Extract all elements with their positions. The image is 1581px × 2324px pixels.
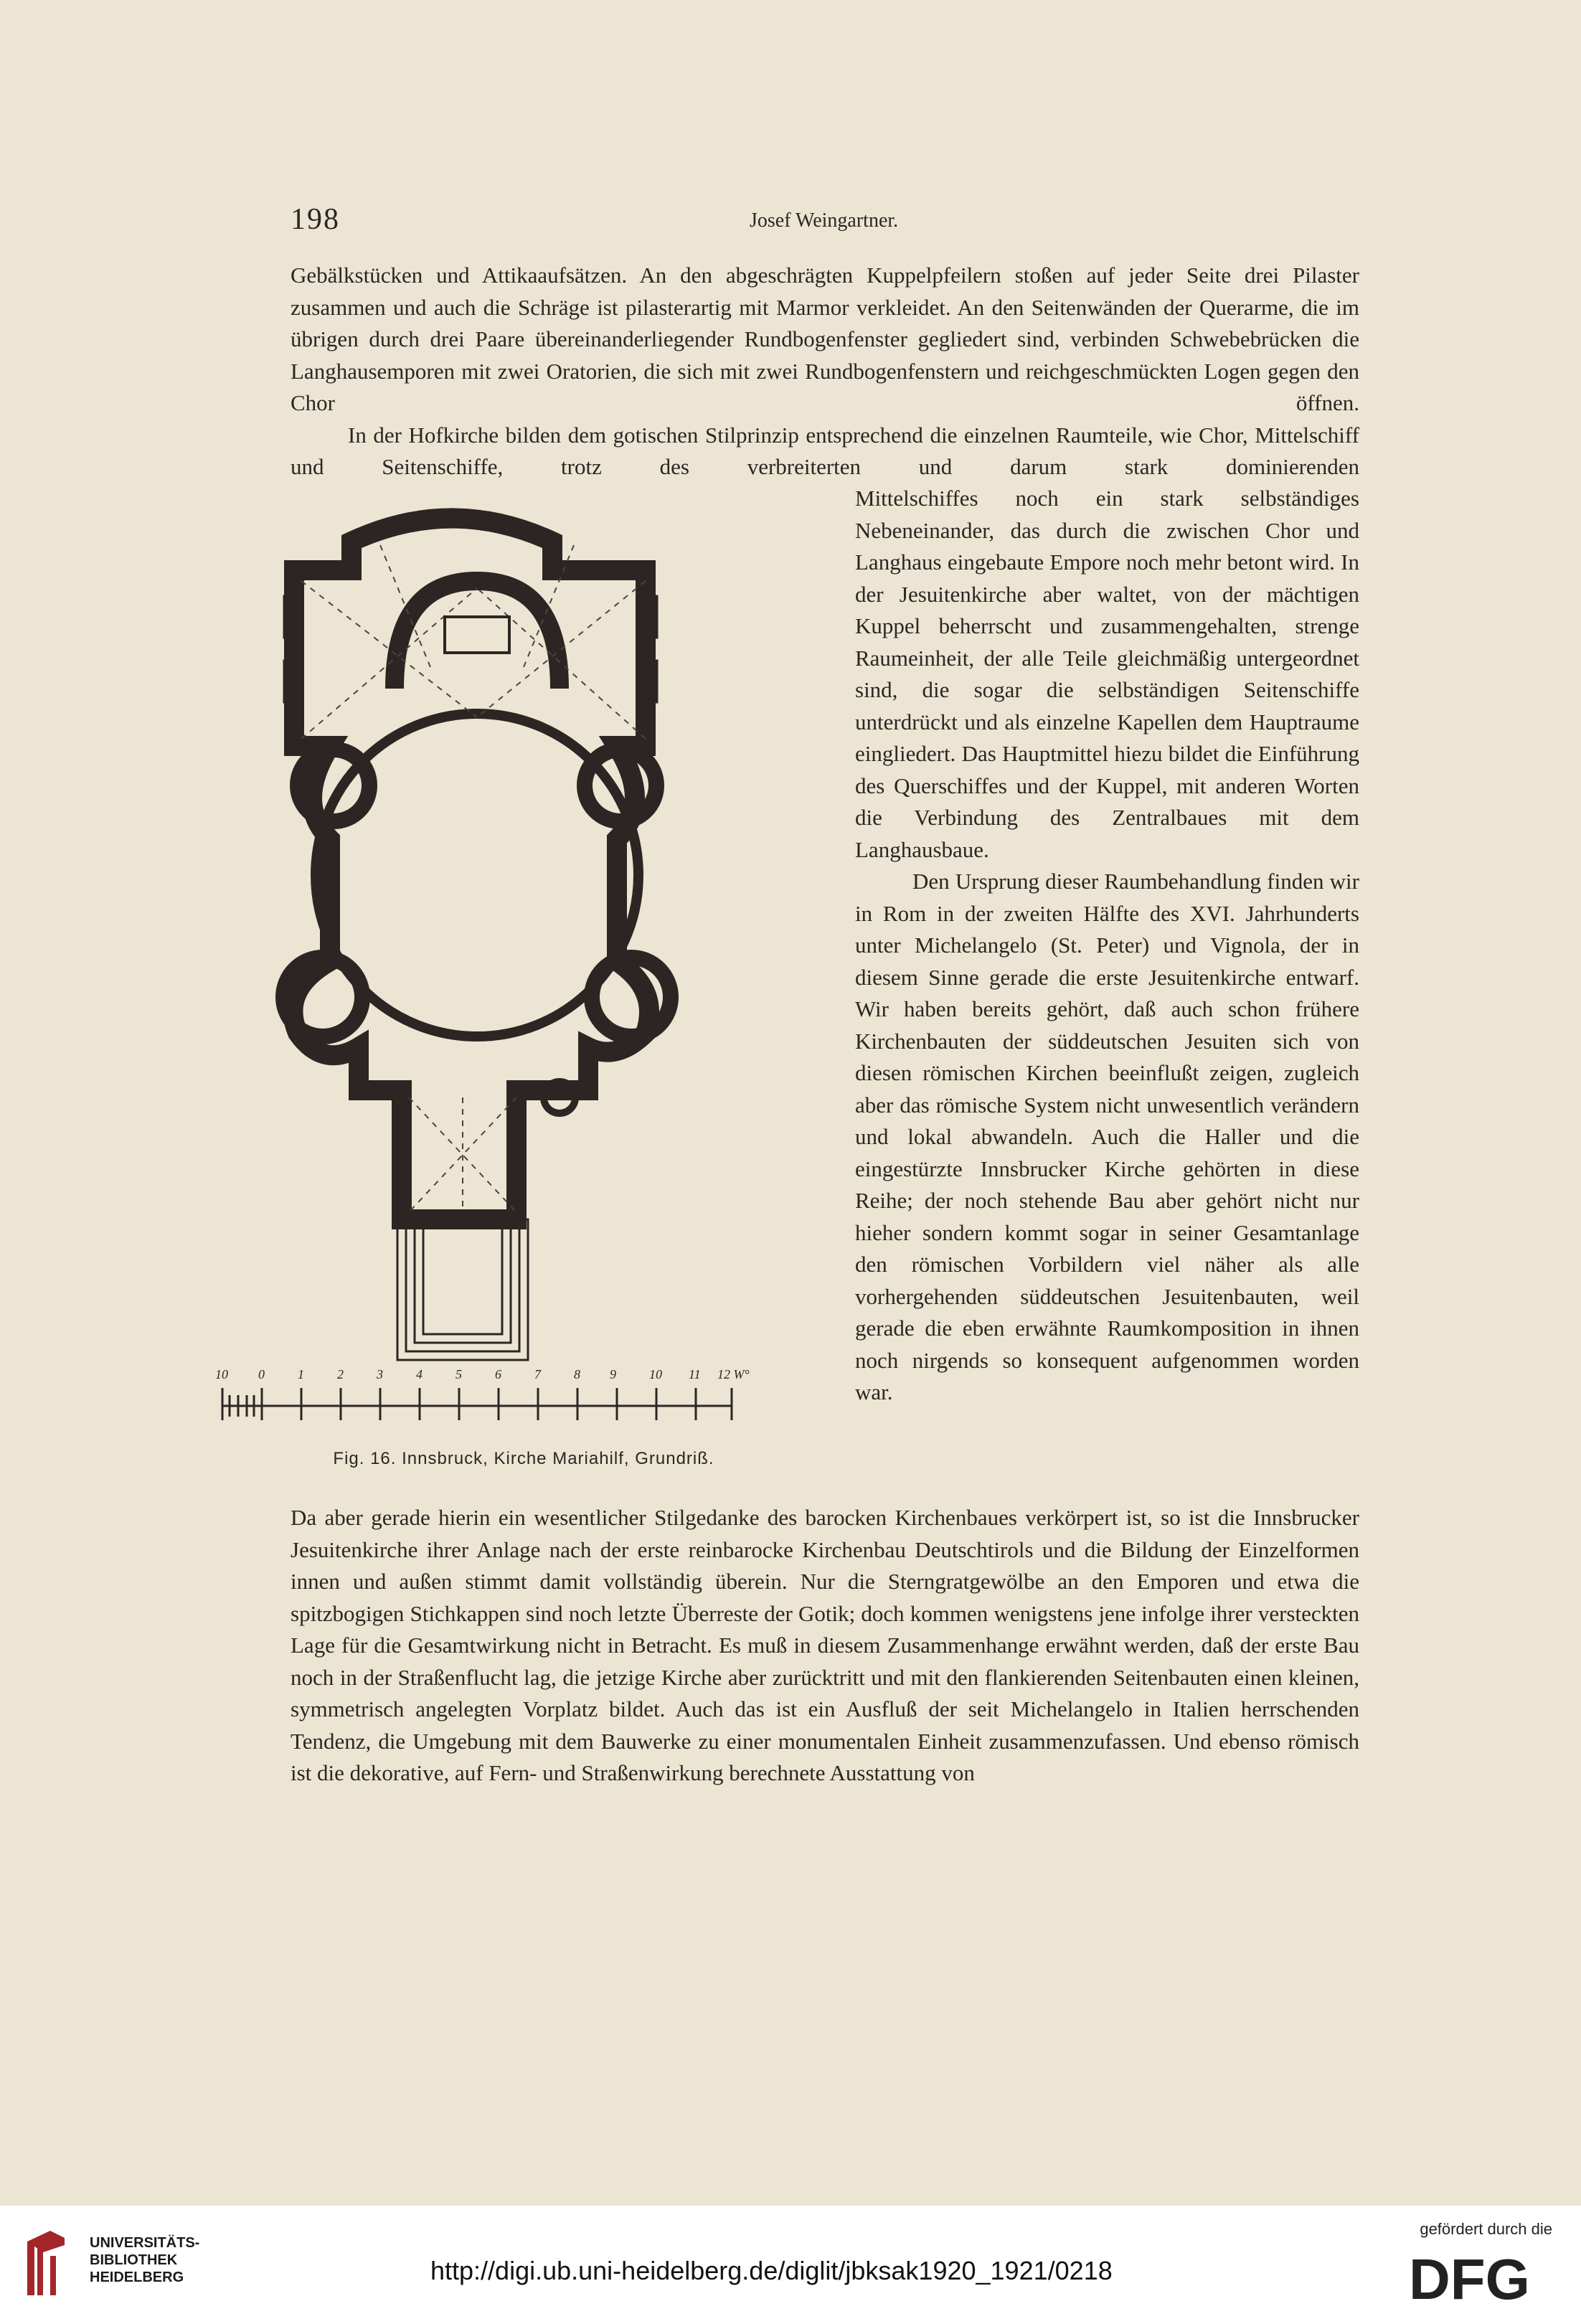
scale-label: 10 — [215, 1367, 228, 1381]
scale-label: 8 — [574, 1367, 580, 1381]
body-text-bottom — [291, 1502, 1359, 1790]
floor-plan-drawing — [215, 502, 832, 1435]
scale-label: 2 — [337, 1367, 344, 1381]
page-number: 198 — [291, 203, 340, 236]
scale-label: 4 — [416, 1367, 423, 1381]
scale-label: 3 — [377, 1367, 383, 1381]
funded-by-label: gefördert durch die — [1420, 2220, 1552, 2238]
scale-label: 10 — [649, 1367, 662, 1381]
dfg-logo-icon — [1409, 2249, 1552, 2306]
paragraph-2-cont: Mittelschiffes noch ein stark selbständiges Nebeneinander, das durch die zwischen Chor und Langhaus eingebaute Empore noch mehr betont wird. In der Jesuitenkirche aber waltet, von der mächtigen Kuppel beherrscht und zusammengehalten, strenge Raumeinheit, der alle Teile gleichmäßig untergeordnet sind, die sogar die selbständigen Seitenschiffe unterdrückt und als einzelne Kapellen dem Hauptraume eingliedert. Das Hauptmittel hiezu bildet die Einführung des Querschiffes und der Kuppel, mit anderen Worten die Verbindung des Zentralbaues mit dem Langhausbaue. — [855, 486, 1359, 862]
running-head: Josef Weingartner. — [750, 209, 899, 232]
paragraph-2-start: In der Hofkirche bilden dem gotischen Stilprinzip entsprechend die einzelnen Raumteile, wie Chor, Mittelschiff und Seitenschiffe, trotz des verbreiterten und darum stark dominierenden — [291, 422, 1359, 479]
scale-label: 7 — [534, 1367, 541, 1381]
svg-text:DFG: DFG — [1409, 2249, 1530, 2306]
paragraph-3: Den Ursprung dieser Raumbehandlung finden wir in Rom in der zweiten Hälfte des XVI. Jahrhunderts unter Michelangelo (St. Peter) und Vignola, der in diesem Sinne gerade die erste Jesuitenkirche entwarf. Wir haben bereits gehört, daß auch schon frühere Kirchenbauten der süddeutschen Jesuiten sich von diesen römischen Kirchen beeinflußt zeigen, zugleich aber das römische System nicht unwesentlich verändern und lokal abwandeln. Auch die Haller und die eingestürzte Innsbrucker Kirche gehörten in diese Reihe; der noch stehende Bau aber gehört nicht nur hieher sondern kommt sogar in seiner Gesamtanlage den römischen Vorbildern viel näher als alle vorhergehenden süddeutschen Jesuitenbauten, weil gerade die eben erwähnte Raumkomposition in ihnen noch nirgends so konsequent aufgenommen worden war. — [855, 869, 1359, 1404]
floor-plan-figure — [215, 502, 832, 1470]
paragraph-3-cont: Da aber gerade hierin ein wesentlicher Stilgedanke des barocken Kirchenbaues verkörpert ist, so ist die Innsbrucker Jesuitenkirche ihrer Anlage nach der erste reinbarocke Kirchenbau Deutschtirols und die Bildung der Einzelformen innen und außen stimmt damit vollständig überein. Nur die Sterngratgewölbe an den Emporen und etwa die spitzbogigen Stichkappen sind noch letzte Überreste der Gotik; doch kommen wenigstens jene infolge ihrer versteckten Lage für die Gesamtwirkung nicht in Betracht. Es muß in diesem Zusammenhange erwähnt werden, daß der erste Bau noch in der Straßenflucht lag, die jetzige Kirche aber zurücktritt und mit den flankierenden Seitenbauten einen kleinen, symmetrisch angelegten Vorplatz bildet. Auch das ist ein Ausfluß der seit Michelangelo in Italien herrschenden Tendenz, die Umgebung mit dem Bauwerke zu einer monumentalen Einheit zusammenzufassen. Und ebenso römisch ist die dekorative, auf Fern- und Straßenwirkung berechnete Ausstattung von — [291, 1505, 1359, 1785]
scale-label: 9 — [610, 1367, 616, 1381]
library-logo-icon — [22, 2227, 72, 2299]
scale-label: 11 — [689, 1367, 701, 1381]
body-text-side — [855, 483, 1359, 1409]
scale-label: 5 — [456, 1367, 462, 1381]
scale-label: 12 W° — [717, 1367, 750, 1381]
page-header — [291, 202, 1349, 238]
body-text-top — [291, 260, 1359, 483]
figure-caption: Fig. 16. Innsbruck, Kirche Mariahilf, Grundriß. — [333, 1449, 714, 1468]
library-name: UNIVERSITÄTS- BIBLIOTHEK HEIDELBERG — [90, 2235, 200, 2285]
source-url[interactable]: http://digi.ub.uni-heidelberg.de/diglit/jbksak1920_1921/0218 — [430, 2256, 1113, 2285]
scale-label: 0 — [258, 1367, 265, 1381]
digitization-footer — [0, 2206, 1581, 2324]
scale-label: 6 — [495, 1367, 501, 1381]
paragraph-1: Gebälkstücken und Attikaaufsätzen. An den abgeschrägten Kuppelpfeilern stoßen auf jeder Seite drei Pilaster zusammen und auch die Schräge ist pilasterartig mit Marmor verkleidet. An den Seitenwänden der Querarme, die im übrigen durch drei Paare übereinanderliegender Rundbogenfenster gegliedert sind, verbinden Schwebebrücken die Langhausemporen mit zwei Oratorien, die sich mit zwei Rundbogenfenstern und reichgeschmückten Logen gegen den Chor öffnen. — [291, 263, 1359, 415]
scale-label: 1 — [298, 1367, 304, 1381]
